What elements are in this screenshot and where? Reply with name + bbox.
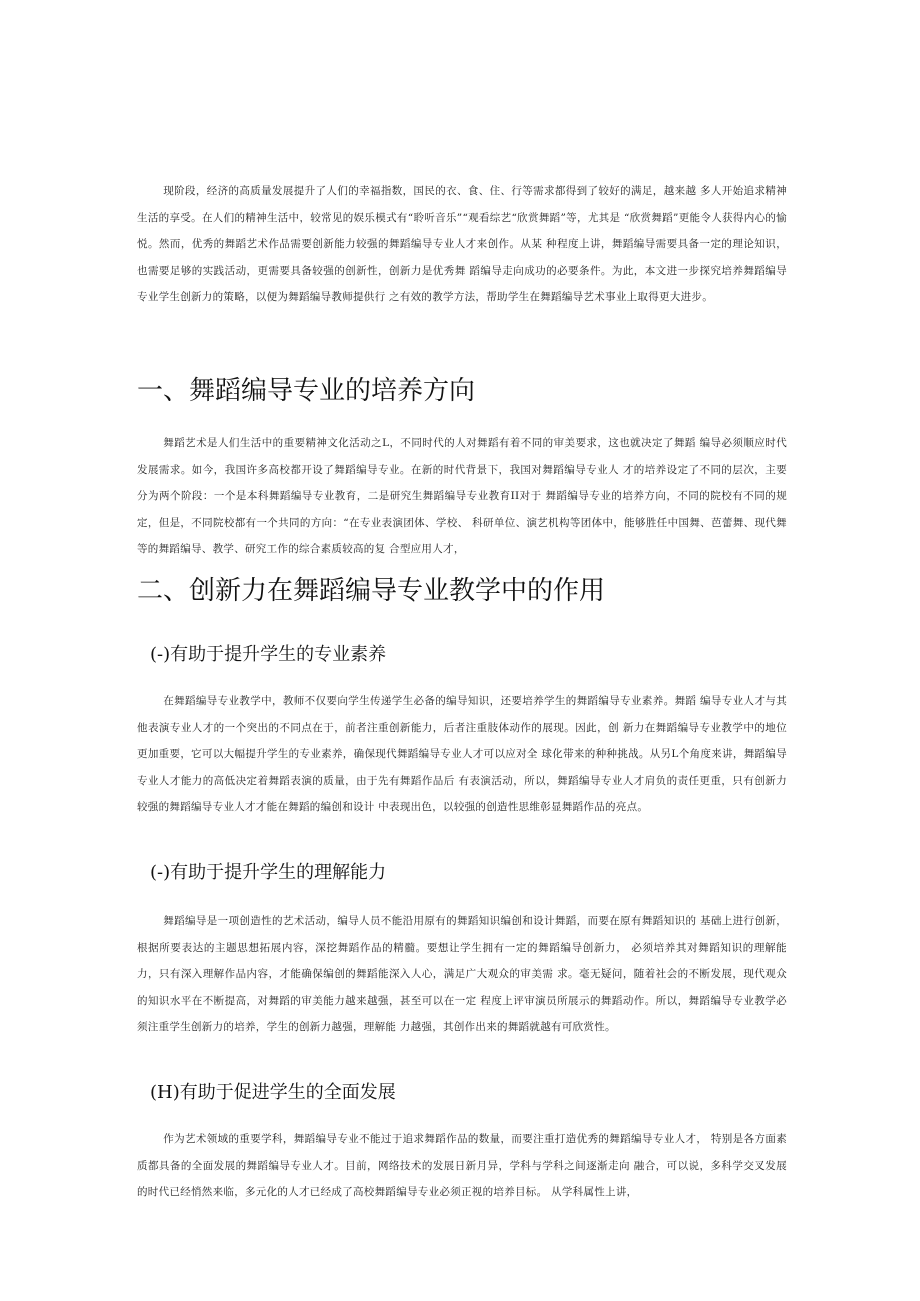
subsection-1-paragraph: 在舞蹈编导专业教学中，教师不仅要向学生传递学生必备的编导知识，还要培养学生的舞蹈编导专业素养。舞蹈 编导专业人才与其他表演专业人才的一个突出的不同点在于，前者注重创新能力，后者注重肢体动作的展现。因此，创 新力在舞蹈编导专业教学中的地位更加重要，它可以大幅提升学生的专业素养，确保现代舞蹈编导专业人才可以应对全 球化带来的种种挑战。从另L个角度来讲，舞蹈编导专业人才能力的高低决定着舞蹈表演的质量，由于先有舞蹈作品后 有表演活动，所以，舞蹈编导专业人才肩负的责任更重，只有创新力较强的舞蹈编导专业人才才能在舞蹈的编创和设计 中表现出色，以较强的创造性思维彰显舞蹈作品的亮点。: [137, 695, 787, 814]
subsection-3-paragraph: 作为艺术领域的重要学科，舞蹈编导专业不能过于追求舞蹈作品的数量，而要注重打造优秀的舞蹈编导专业人才， 特别是各方面素质都具备的全面发展的舞蹈编导专业人才。目前，网络技术的发展日新月异，学科与学科之间逐渐走向 融合，可以说，多科学交叉发展的时代已经悄然来临，多元化的人才已经成了高校舞蹈编导专业必须正视的培养目标。 从学科属性上讲，: [137, 1133, 787, 1199]
subsection-1-heading: (-)有助于提升学生的专业素养: [150, 644, 387, 665]
intro-paragraph: 现阶段，经济的高质量发展提升了人们的幸福指数，国民的衣、食、住、行等需求都得到了较好的满足，越来越 多人开始追求精神生活的享受。在人们的精神生活中，较常见的娱乐模式有“聆听音乐”“观看综艺“欣赏舞蹈”等，尤其是 “欣赏舞蹈”更能令人获得内心的愉悦。然而，优秀的舞蹈艺术作品需要创新能力较强的舞蹈编导专业人才来创作。从某 种程度上讲，舞蹈编导需要具备一定的理论知识，也需要足够的实践活动，更需要具备较强的创新性，创新力是优秀舞 蹈编导走向成功的必要条件。为此，本文进一步探究培养舞蹈编导专业学生创新力的策略，以便为舞蹈编导教师提供行 之有效的教学方法，帮助学生在舞蹈编导艺术事业上取得更大进步。: [137, 185, 787, 304]
section-1-heading: 一、舞蹈编导专业的培养方向: [137, 376, 476, 406]
section-1-paragraph: 舞蹈艺术是人们生活中的重要精神文化活动之L，不同时代的人对舞蹈有着不同的审美要求，这也就决定了舞蹈 编导必须顺应时代发展需求。如今，我国许多高校都开设了舞蹈编导专业。在新的时代背景下，我国对舞蹈编导专业人 才的培养设定了不同的层次，主要分为两个阶段：一个是本科舞蹈编导专业教育，二是研究生舞蹈编导专业教育II对于 舞蹈编导专业的培养方向，不同的院校有不同的规定，但是，不同院校都有一个共同的方向：“在专业表演团体、学校、 科研单位、演艺机构等团体中，能够胜任中国舞、芭蕾舞、现代舞等的舞蹈编导、教学、研究工作的综合素质较高的复 合型应用人才，: [137, 437, 787, 556]
subsection-2-heading: (-)有助于提升学生的理解能力: [150, 862, 387, 883]
section-2-heading: 二、创新力在舞蹈编导专业教学中的作用: [137, 576, 606, 606]
subsection-2-paragraph: 舞蹈编导是一项创造性的艺术活动，编导人员不能沿用原有的舞蹈知识编创和设计舞蹈，而要在原有舞蹈知识的 基础上进行创新，根据所要表达的主题思想拓展内容，深挖舞蹈作品的精髓。要想让学生拥有一定的舞蹈编导创新力， 必须培养其对舞蹈知识的理解能力，只有深入理解作品内容，才能确保编创的舞蹈能深入人心，满足广大观众的审美需 求。毫无疑问，随着社会的不断发展，现代观众的知识水平在不断提高，对舞蹈的审美能力越来越强，甚至可以在一定 程度上评审演员所展示的舞蹈动作。所以，舞蹈编导专业教学必须注重学生创新力的培养，学生的创新力越强，理解能 力越强，其创作出来的舞蹈就越有可欣赏性。: [137, 915, 787, 1034]
subsection-3-heading: (H)有助于促进学生的全面发展: [150, 1082, 396, 1103]
